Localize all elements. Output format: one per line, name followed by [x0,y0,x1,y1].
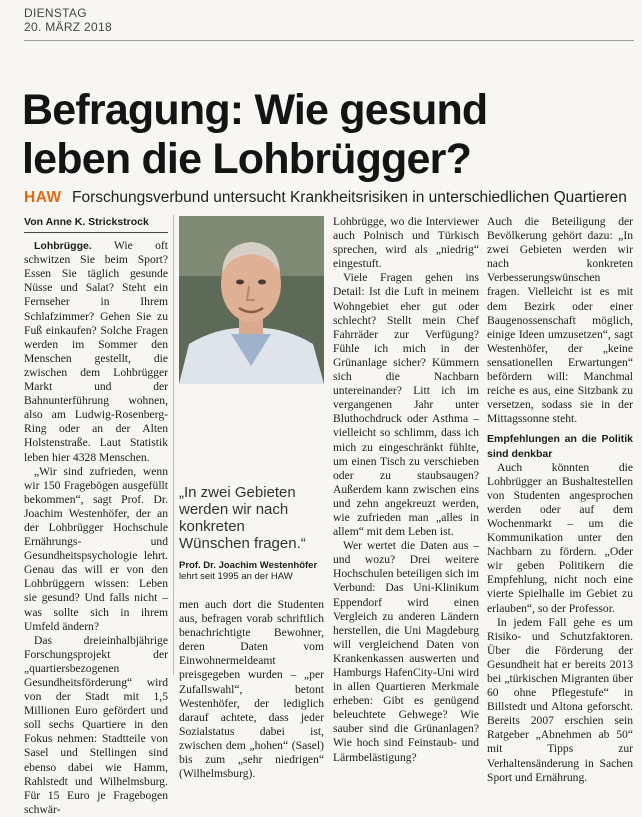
col3-paragraph-1: Lohbrügge, wo die Interviewer auch Polnisch und Türkisch sprechen, wird als „niedrig“ eingestuft. [333,215,479,271]
headline [22,86,642,184]
headline-line-1: Befragung: Wie gesund [22,86,488,134]
col1-p1-text: Wie oft schwitzen Sie beim Sport? Essen Sie täglich gesunde Nüsse und Salat? Steht ein Fernseher in Ihrem Schlafzimmer? Gehen Sie zu Fuß einkaufen? Solche Fragen werden im Sommer den Menschen gestellt, die zwischen dem Lohbrügger Markt und der Bahnunterführung wohnen, also am Ludwig-Rosenberg-Ring oder an der Alten Holstenstraße. Laut Statistik leben hier 4328 Menschen. [24,239,168,464]
photo-caption [179,560,324,582]
kicker: HAW [24,189,62,206]
column-1 [24,215,168,817]
col1-paragraph-1 [24,239,168,465]
portrait-illustration [179,216,324,384]
dateline-date: 20. MÄRZ 2018 [24,20,112,34]
col4-paragraph-3: In jedem Fall gehe es um Risiko- und Schutzfaktoren. Über die Förderung der Gesundheit hat er bereits 2013 bei „türkischen Migranten über 60 ohne Pflegestufe“ in Billstedt und Altona geforscht. Bereits 2007 erschien sein Ratgeber „Abnehmen ab 50“ mit Tipps zur Verhaltensänderung in Sachen Sport und Ernährung. [487,615,633,784]
col3-paragraph-2: Viele Fragen gehen ins Detail: Ist die Luft in meinem Wohngebiet eher gut oder schlecht? Stellt mein Chef Fahrräder zur Verfügung? Fühle ich mich in der Grünanlage sicher? Kümmern sich die Nachbarn untereinander? Litt ich im vergangenen Jahr unter Bluthochdruck oder Asthma – vielleicht so schlimm, dass ich mich zu eingeschränkt fühlte, um einen Tisch zu verschieben oder zu staubsaugen? Außerdem kann zwischen eins und zehn angekreuzt werden, wie zufrieden man „alles in allem“ mit dem Leben ist. [333,271,479,539]
dateline-lead: Lohbrügge. [34,240,92,253]
subheadline [24,189,627,207]
headline-line-2: leben die Lohbrügger? [22,135,472,183]
dateline-day: DIENSTAG [24,6,87,20]
col4-paragraph-2: Auch könnten die Lohbrügger an Bushaltestellen von Studenten angesprochen werden oder auf dem Wochenmarkt – um die Kommunikation unter den Nachbarn zu fördern. „Oder wir geben Politikern die Empfehlung, nicht noch eine vierte Spielhalle im Gebiet zu erlauben“, so der Professor. [487,460,633,615]
col2-paragraph: men auch dort die Studenten aus, befragen vorab schriftlich benachrichtigte Bewohner, deren Daten vom Einwohnermeldeamt preisgegeben wurden – „per Zufallswahl“, betont Westenhöfer, der lediglich darauf achtete, dass jeder Sozialstatus dabei ist, zwischen dem „hohen“ (Sasel) bis zum „sehr niedrigen“ (Wilhelmsburg). [179,598,324,781]
pull-quote: „In zwei Gebieten werden wir nach konkreten Wünschen fragen.“ [179,484,306,552]
caption-name: Prof. Dr. Joachim Westenhöfer [179,560,318,571]
column-divider [173,215,174,675]
subheadline-text: Forschungsverbund untersucht Krankheitsrisiken in unterschiedlichen Quartieren [71,189,627,206]
col4-subhead: Empfehlungen an die Politik sind denkbar [487,433,633,460]
col4-paragraph-1: Auch die Beteiligung der Bevölkerung gehört dazu: „In zwei Gebieten werden wir nach konkreten Verbesserungswünschen fragen. Vielleicht ist es mit dem Bezirk oder einer Baugenossenschaft möglich, einige Ideen umzusetzen“, sagt Westenhöfer, der „keine sensationellen Erwartungen“ befördern will: Manchmal reiche es aus, eine Sitzbank zu versetzen, sodass sie in der Mittagssonne steht. [487,215,633,426]
byline: Von Anne K. Strickstrock [24,215,168,233]
portrait-photo [179,216,324,384]
col3-paragraph-3: Wer wertet die Daten aus – und wozu? Drei weitere Hochschulen beteiligen sich im Verbund: Das Uni-Klinikum Eppendorf wird einen Vergleich zu anderen Ländern herstellen, die Uni Magdeburg will vergleichend Daten von Krankenkassen auswerten und Hamburgs HafenCity-Uni wird in allen Quartieren Merkmale erheben: Gibt es genügend beleuchtete Gehwege? Wie sauber sind die Grünanlagen? Wie hoch sind Feinstaub- und Lärmbelästigung? [333,539,479,764]
col1-paragraph-2: „Wir sind zufrieden, wenn wir 150 Fragebögen ausgefüllt bekommen“, sagt Prof. Dr. Joachim Westenhöfer, der an der Lohbrügger Hochschule Ernährungs- und Gesundheitspsychologie lehrt. Genau das will er von den Lohbrüggern wissen: Leben sie gesund? Und falls nicht – was sollte sich in ihrem Umfeld ändern? [24,464,168,633]
col1-paragraph-3: Das dreieinhalbjährige Forschungsprojekt der „quartiersbezogenen Gesundheitsförderung“ wird von der Stadt mit 1,5 Millionen Euro gefördert und soll sechs Quartiere in den Fokus nehmen: Stadtteile von Sasel und Stellingen sind ebenso dabei wie Hamm, Rahlstedt und Wilhelmsburg. Für 15 Euro je Fragebogen schwär- [24,633,168,816]
column-3 [333,215,479,765]
top-rule [24,40,634,41]
column-2 [179,598,324,781]
dateline [24,6,112,34]
column-4 [487,215,633,785]
caption-text: lehrt seit 1995 an der HAW [179,571,293,582]
